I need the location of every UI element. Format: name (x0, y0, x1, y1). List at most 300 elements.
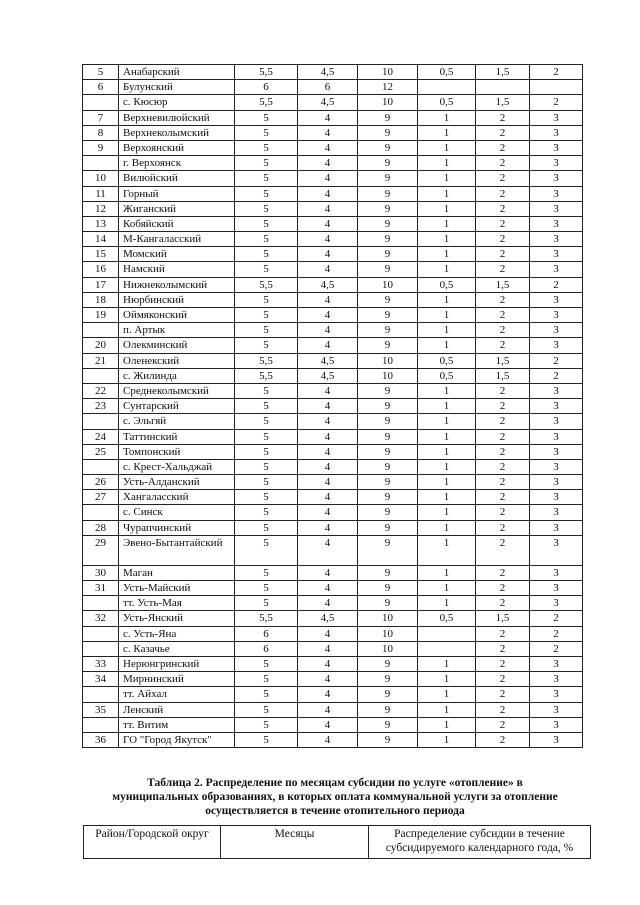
value-cell: 1,5 (476, 277, 530, 292)
value-cell: 2 (530, 277, 583, 292)
value-cell: 9 (358, 262, 418, 277)
value-cell: 6 (235, 641, 298, 656)
value-cell: 4 (298, 247, 358, 262)
value-cell: 4 (298, 717, 358, 732)
value-cell: 3 (530, 565, 583, 580)
district-name: Верхневилюйский (119, 110, 235, 125)
table-row (83, 383, 583, 398)
row-number: 6 (83, 80, 119, 95)
table-row (83, 65, 583, 80)
value-cell: 9 (358, 520, 418, 535)
value-cell: 3 (530, 292, 583, 307)
row-number: 23 (83, 399, 119, 414)
value-cell: 4,5 (298, 277, 358, 292)
district-name: Кобяйский (119, 216, 235, 231)
district-name: Оленекский (119, 353, 235, 368)
value-cell: 5 (235, 186, 298, 201)
district-name: Сунтарский (119, 399, 235, 414)
value-cell: 5 (235, 732, 298, 747)
value-cell: 3 (530, 216, 583, 231)
value-cell: 2 (476, 156, 530, 171)
value-cell: 1 (418, 338, 476, 353)
row-number (83, 717, 119, 732)
district-name: Нерюнгринский (119, 656, 235, 671)
value-cell: 4 (298, 292, 358, 307)
table-row (83, 490, 583, 505)
value-cell: 5 (235, 232, 298, 247)
value-cell: 4 (298, 171, 358, 186)
value-cell: 9 (358, 475, 418, 490)
row-number (83, 368, 119, 383)
value-cell: 5,5 (235, 611, 298, 626)
value-cell: 9 (358, 232, 418, 247)
value-cell: 9 (358, 687, 418, 702)
row-number (83, 687, 119, 702)
table-row (83, 626, 583, 641)
value-cell: 5 (235, 399, 298, 414)
value-cell: 0,5 (418, 611, 476, 626)
row-number: 28 (83, 520, 119, 535)
value-cell: 4 (298, 490, 358, 505)
value-cell: 1 (418, 140, 476, 155)
table-row (83, 611, 583, 626)
value-cell: 1 (418, 156, 476, 171)
row-number: 14 (83, 232, 119, 247)
district-name: Анабарский (119, 65, 235, 80)
value-cell: 10 (358, 641, 418, 656)
value-cell: 5 (235, 520, 298, 535)
value-cell: 3 (530, 702, 583, 717)
value-cell: 5 (235, 702, 298, 717)
row-number: 11 (83, 186, 119, 201)
value-cell: 1 (418, 656, 476, 671)
value-cell: 3 (530, 535, 583, 565)
value-cell: 4 (298, 216, 358, 231)
table-2-header (83, 825, 591, 859)
value-cell: 1 (418, 216, 476, 231)
value-cell: 4 (298, 156, 358, 171)
value-cell: 5 (235, 459, 298, 474)
district-name: с. Эльгяй (119, 414, 235, 429)
row-number: 26 (83, 475, 119, 490)
table-2-caption (70, 776, 600, 818)
value-cell: 0,5 (418, 65, 476, 80)
table-row (83, 717, 583, 732)
value-cell: 3 (530, 672, 583, 687)
district-name: Верхоянский (119, 140, 235, 155)
district-name: с. Кюсюр (119, 95, 235, 110)
value-cell: 4 (298, 535, 358, 565)
table-row (83, 399, 583, 414)
value-cell: 3 (530, 125, 583, 140)
table-row (83, 156, 583, 171)
value-cell: 1 (418, 672, 476, 687)
caption-line: муниципальных образованиях, в которых оплата коммунальной услуги за отопление (112, 791, 558, 803)
row-number: 15 (83, 247, 119, 262)
value-cell: 5 (235, 308, 298, 323)
table-row (83, 292, 583, 307)
value-cell: 1 (418, 459, 476, 474)
row-number: 19 (83, 308, 119, 323)
table-row (83, 596, 583, 611)
value-cell: 5 (235, 475, 298, 490)
value-cell: 5 (235, 156, 298, 171)
value-cell: 2 (476, 292, 530, 307)
value-cell: 1,5 (476, 611, 530, 626)
value-cell: 3 (530, 475, 583, 490)
row-number: 13 (83, 216, 119, 231)
value-cell: 9 (358, 338, 418, 353)
value-cell: 4 (298, 596, 358, 611)
value-cell: 2 (530, 641, 583, 656)
table-row (83, 565, 583, 580)
district-name: с. Жилинда (119, 368, 235, 383)
value-cell: 2 (476, 596, 530, 611)
district-name: тт. Айхал (119, 687, 235, 702)
value-cell: 4 (298, 232, 358, 247)
value-cell: 2 (476, 717, 530, 732)
row-number (83, 596, 119, 611)
value-cell: 2 (476, 232, 530, 247)
district-name: Вилюйский (119, 171, 235, 186)
value-cell: 2 (476, 672, 530, 687)
value-cell: 3 (530, 444, 583, 459)
value-cell: 4 (298, 262, 358, 277)
district-name: Нюрбинский (119, 292, 235, 307)
row-number: 18 (83, 292, 119, 307)
table-row (83, 672, 583, 687)
value-cell: 1 (418, 110, 476, 125)
value-cell: 2 (476, 383, 530, 398)
district-name: Момский (119, 247, 235, 262)
table-row (83, 475, 583, 490)
value-cell: 1,5 (476, 65, 530, 80)
value-cell: 9 (358, 581, 418, 596)
header-row (84, 826, 591, 859)
value-cell: 4 (298, 414, 358, 429)
table-row (83, 641, 583, 656)
caption-line: осуществляется в течение отопительного периода (205, 805, 465, 817)
value-cell: 1,5 (476, 368, 530, 383)
value-cell: 3 (530, 520, 583, 535)
value-cell: 6 (235, 626, 298, 641)
value-cell: 9 (358, 110, 418, 125)
value-cell: 2 (476, 323, 530, 338)
row-number: 33 (83, 656, 119, 671)
row-number: 29 (83, 535, 119, 565)
value-cell: 9 (358, 596, 418, 611)
value-cell: 4 (298, 581, 358, 596)
value-cell: 4 (298, 140, 358, 155)
value-cell: 3 (530, 717, 583, 732)
value-cell: 1 (418, 565, 476, 580)
value-cell: 4 (298, 687, 358, 702)
value-cell: 4 (298, 383, 358, 398)
value-cell: 4 (298, 702, 358, 717)
value-cell: 5,5 (235, 65, 298, 80)
value-cell: 1 (418, 414, 476, 429)
value-cell: 9 (358, 125, 418, 140)
value-cell: 1 (418, 232, 476, 247)
value-cell: 2 (476, 490, 530, 505)
district-name: Хангаласский (119, 490, 235, 505)
value-cell: 3 (530, 308, 583, 323)
value-cell: 4 (298, 565, 358, 580)
row-number: 7 (83, 110, 119, 125)
table-row (83, 171, 583, 186)
value-cell: 4 (298, 399, 358, 414)
value-cell: 2 (476, 186, 530, 201)
value-cell: 4 (298, 641, 358, 656)
value-cell: 2 (476, 201, 530, 216)
value-cell: 1 (418, 520, 476, 535)
table-row (83, 277, 583, 292)
value-cell: 2 (476, 459, 530, 474)
value-cell (476, 80, 530, 95)
value-cell: 4 (298, 520, 358, 535)
district-name: Булунский (119, 80, 235, 95)
value-cell: 10 (358, 611, 418, 626)
value-cell: 3 (530, 156, 583, 171)
caption-line: Таблица 2. Распределение по месяцам субсидии по услуге «отопление» в (147, 777, 523, 789)
value-cell: 2 (530, 353, 583, 368)
value-cell: 3 (530, 140, 583, 155)
district-name: Мирнинский (119, 672, 235, 687)
table-row (83, 732, 583, 747)
row-number: 24 (83, 429, 119, 444)
table-row (83, 581, 583, 596)
value-cell: 9 (358, 490, 418, 505)
value-cell: 2 (476, 125, 530, 140)
value-cell: 5,5 (235, 277, 298, 292)
row-number (83, 626, 119, 641)
row-number (83, 414, 119, 429)
value-cell: 1 (418, 323, 476, 338)
value-cell: 1 (418, 308, 476, 323)
value-cell: 0,5 (418, 368, 476, 383)
district-name: Усть-Майский (119, 581, 235, 596)
table-row (83, 687, 583, 702)
table-row (83, 308, 583, 323)
value-cell: 1 (418, 201, 476, 216)
value-cell: 5 (235, 338, 298, 353)
row-number: 32 (83, 611, 119, 626)
value-cell: 4,5 (298, 95, 358, 110)
table-row (83, 80, 583, 95)
value-cell: 3 (530, 732, 583, 747)
district-name: ГО "Город Якутск" (119, 732, 235, 747)
value-cell: 1 (418, 171, 476, 186)
value-cell: 2 (476, 140, 530, 155)
value-cell: 5 (235, 323, 298, 338)
value-cell: 10 (358, 95, 418, 110)
value-cell: 3 (530, 262, 583, 277)
header-cell-distribution: Распределение субсидии в течение субсидируемого календарного года, % (369, 826, 591, 859)
value-cell: 5 (235, 596, 298, 611)
value-cell: 3 (530, 596, 583, 611)
district-name: Усть-Янский (119, 611, 235, 626)
value-cell: 1 (418, 247, 476, 262)
table-row (83, 110, 583, 125)
value-cell: 4 (298, 672, 358, 687)
row-number: 34 (83, 672, 119, 687)
district-name: Томпонский (119, 444, 235, 459)
district-name: тт. Усть-Мая (119, 596, 235, 611)
value-cell: 9 (358, 247, 418, 262)
district-name: тт. Витим (119, 717, 235, 732)
district-name: Среднеколымский (119, 383, 235, 398)
value-cell: 6 (298, 80, 358, 95)
header-cell-months: Месяцы (221, 826, 369, 859)
value-cell: 3 (530, 338, 583, 353)
value-cell: 3 (530, 247, 583, 262)
value-cell: 2 (476, 399, 530, 414)
value-cell: 9 (358, 292, 418, 307)
value-cell: 2 (476, 171, 530, 186)
row-number (83, 505, 119, 520)
value-cell: 4 (298, 323, 358, 338)
row-number: 35 (83, 702, 119, 717)
value-cell: 4 (298, 459, 358, 474)
district-name: Ленский (119, 702, 235, 717)
header-cell-district: Район/Городской округ (84, 826, 221, 859)
row-number: 25 (83, 444, 119, 459)
table-row (83, 459, 583, 474)
district-name: Горный (119, 186, 235, 201)
value-cell: 2 (476, 732, 530, 747)
table-row (83, 262, 583, 277)
table-row (83, 232, 583, 247)
value-cell: 2 (530, 65, 583, 80)
district-name: с. Крест-Хальджай (119, 459, 235, 474)
value-cell: 4 (298, 338, 358, 353)
table-body (83, 65, 583, 748)
value-cell: 5 (235, 292, 298, 307)
value-cell: 4,5 (298, 611, 358, 626)
value-cell: 1,5 (476, 95, 530, 110)
row-number: 21 (83, 353, 119, 368)
table-row (83, 505, 583, 520)
value-cell: 5 (235, 262, 298, 277)
row-number (83, 323, 119, 338)
row-number: 30 (83, 565, 119, 580)
value-cell: 9 (358, 672, 418, 687)
value-cell: 10 (358, 626, 418, 641)
value-cell: 9 (358, 399, 418, 414)
value-cell: 4 (298, 201, 358, 216)
value-cell: 1 (418, 429, 476, 444)
value-cell: 5 (235, 216, 298, 231)
row-number: 17 (83, 277, 119, 292)
value-cell: 4 (298, 186, 358, 201)
district-name: Усть-Алданский (119, 475, 235, 490)
value-cell: 9 (358, 444, 418, 459)
value-cell: 1 (418, 732, 476, 747)
value-cell: 10 (358, 368, 418, 383)
value-cell: 9 (358, 702, 418, 717)
value-cell: 3 (530, 186, 583, 201)
value-cell: 3 (530, 399, 583, 414)
value-cell: 6 (235, 80, 298, 95)
value-cell: 2 (476, 641, 530, 656)
value-cell: 3 (530, 201, 583, 216)
row-number (83, 156, 119, 171)
value-cell: 0,5 (418, 95, 476, 110)
value-cell: 3 (530, 505, 583, 520)
table-row (83, 201, 583, 216)
value-cell: 2 (476, 535, 530, 565)
value-cell: 9 (358, 216, 418, 231)
district-name: Эвено-Бытантайский (119, 535, 235, 565)
value-cell: 1 (418, 702, 476, 717)
value-cell: 3 (530, 171, 583, 186)
value-cell: 5 (235, 171, 298, 186)
value-cell: 3 (530, 656, 583, 671)
row-number: 12 (83, 201, 119, 216)
value-cell: 10 (358, 277, 418, 292)
row-number: 10 (83, 171, 119, 186)
table-row (83, 368, 583, 383)
table-row (83, 323, 583, 338)
value-cell: 1 (418, 581, 476, 596)
value-cell: 3 (530, 232, 583, 247)
row-number: 5 (83, 65, 119, 80)
value-cell: 4 (298, 308, 358, 323)
value-cell: 9 (358, 717, 418, 732)
value-cell: 1,5 (476, 353, 530, 368)
row-number: 22 (83, 383, 119, 398)
subsidy-distribution-table (82, 64, 583, 748)
district-name: с. Усть-Яна (119, 626, 235, 641)
value-cell: 4 (298, 656, 358, 671)
value-cell: 9 (358, 459, 418, 474)
table-row (83, 414, 583, 429)
value-cell: 5 (235, 687, 298, 702)
value-cell: 1 (418, 475, 476, 490)
row-number: 36 (83, 732, 119, 747)
table-row (83, 353, 583, 368)
value-cell: 9 (358, 201, 418, 216)
value-cell: 9 (358, 186, 418, 201)
value-cell: 5 (235, 672, 298, 687)
value-cell: 5,5 (235, 95, 298, 110)
value-cell: 2 (476, 308, 530, 323)
value-cell: 5 (235, 140, 298, 155)
value-cell: 4,5 (298, 353, 358, 368)
district-name: Таттинский (119, 429, 235, 444)
value-cell: 5 (235, 201, 298, 216)
row-number (83, 459, 119, 474)
row-number: 31 (83, 581, 119, 596)
value-cell: 4 (298, 444, 358, 459)
value-cell: 0,5 (418, 277, 476, 292)
district-name: с. Синск (119, 505, 235, 520)
value-cell: 2 (476, 656, 530, 671)
value-cell: 9 (358, 308, 418, 323)
value-cell: 9 (358, 414, 418, 429)
value-cell: 9 (358, 323, 418, 338)
value-cell: 3 (530, 110, 583, 125)
district-name: г. Верхоянск (119, 156, 235, 171)
row-number: 8 (83, 125, 119, 140)
value-cell: 2 (476, 505, 530, 520)
row-number: 9 (83, 140, 119, 155)
district-name: Намский (119, 262, 235, 277)
value-cell (418, 80, 476, 95)
table-row (83, 95, 583, 110)
value-cell: 2 (476, 702, 530, 717)
row-number: 16 (83, 262, 119, 277)
